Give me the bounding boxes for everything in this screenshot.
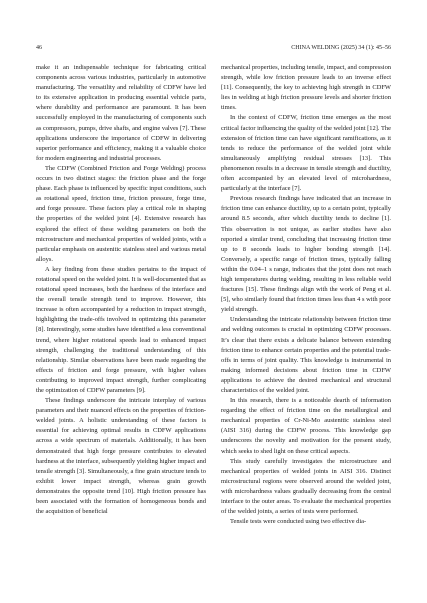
journal-citation: CHINA WELDING (2025) 34 (1): 45–56 [291,45,391,51]
paragraph: Tensile tests were conducted using two effective dia- [230,518,367,526]
paragraph: These findings underscore the intricate interplay of various parameters and their nuanced effects on the properties of friction-welded joints. A holistic understanding of these factors is essential for achieving optimal results in CDFW applications across a wide spectrum of materials. Additionally, it has been demonstrated that high forge pressure contributes to elevated hardness at the interface, subsequently yielding higher impact and tensile strength [3]. Simultaneously, a fine grain structure tends to exhibit lower impact strength, whereas grain growth demonstrates the opposite trend [10]. High friction pressure has been associated with the formation of homogeneous bonds and the acquisition of beneficial [36,397,207,516]
left-column [36,63,206,517]
paragraph: In this research, there is a noticeable dearth of information regarding the effect of friction time on the metallurgical and mechanical properties of Cr-Ni-Mo austenitic stainless steel (AISI 316) during the CDFW process. This knowledge gap underscores the novelty and motivation for the present study, which seeks to shed light on these critical aspects. [221,397,391,455]
paragraph: mechanical properties, including tensile, impact, and compression strength, while low friction pressure leads to an inverse effect [11]. Consequently, the key to achieving high strength in CDFW lies in welding at high friction pressure levels and shorter friction times. [221,64,392,112]
running-header [36,42,391,54]
paragraph: A key finding from these studies pertains to the impact of rotational speed on the welded joint. It is well-documented that as rotational speed increases, both the hardness of the interface and the overall tensile strength tend to improve. However, this increase is often accompanied by a reduction in impact strength, highlighting the trade-offs involved in optimizing this parameter [8]. Interestingly, some studies have identified a less conventional trend, where higher rotational speeds lead to enhanced impact strength, challenging the traditional understanding of this relationship. Similar observations have been made regarding the effects of friction and forge pressure, with higher values contributing to improved impact strength, further complicating the optimization of CDFW parameters [9]. [36,265,206,394]
paragraph: The CDFW (Combined Friction and Forge Welding) process occurs in two distinct stages: the friction phase and the forge phase. Each phase is influenced by specific input conditions, such as rotational speed, friction time, friction pressure, forge time, and forge pressure. These factors play a critical role in shaping the properties of the welded joint [4]. Extensive research has explored the effect of these welding parameters on both the microstructure and mechanical properties of welded joints, with a particular emphasis on austenitic stainless steel and various metal alloys. [36,164,206,263]
page-number: 46 [36,45,42,51]
paragraph: Understanding the intricate relationship between friction time and welding outcomes is crucial in optimizing CDFW processes. It’s clear that there exists a delicate balance between extending friction time to enhance certain properties and the potential trade-offs in terms of joint quality. This knowledge is instrumental in making informed decisions about friction time in CDFW applications to achieve the desired mechanical and structural characteristics of the welded joint. [221,316,391,394]
paragraph: In the context of CDFW, friction time emerges as the most critical factor influencing the quality of the welded joint [12]. The extension of friction time can have significant ramifications, as it tends to reduce the performance of the welded joint while simultaneously amplifying residual stresses [13]. This phenomenon results in a decrease in tensile strength and ductility, often accompanied by an elevated level of microhardness, particularly at the interface [7]. [221,114,391,193]
paragraph: This study carefully investigates the microstructure and mechanical properties of welded joints in AISI 316. Distinct microstructural regions were observed around the welded joint, with microhardness values gradually decreasing from the central interface to the outer areas. To evaluate the mechanical properties of the welded joints, a series of tests were performed. [221,457,391,516]
paragraph: make it an indispensable technique for fabricating critical components across various industries, particularly in automotive manufacturing. The versatility and reliability of CDFW have led to its extensive application in producing essential vehicle parts, where durability and performance are paramount. It has been successfully employed in the manufacturing of components such as compressors, pumps, drive shafts, and engine valves [7]. These applications underscore the importance of CDFW in delivering superior performance and efficiency, making it a valuable choice for modern engineering and industrial processes. [36,64,206,162]
paragraph: Previous research findings have indicated that an increase in friction time can enhance ductility, up to a certain point, typically around 8.5 seconds, after which ductility tends to decline [1]. This observation is not unique, as earlier studies have also reported a similar trend, concluding that increasing friction time up to 8 seconds leads to higher bonding strength [14]. Conversely, a specific range of friction times, typically falling within the 0.04–1 s range, indicates that the joint does not reach high temperatures during welding, resulting in less reliable weld fractures [15]. These findings align with the work of Peng et al. [5], who similarly found that friction times less than 4 s with poor yield strength. [221,195,391,314]
right-column [221,63,391,527]
